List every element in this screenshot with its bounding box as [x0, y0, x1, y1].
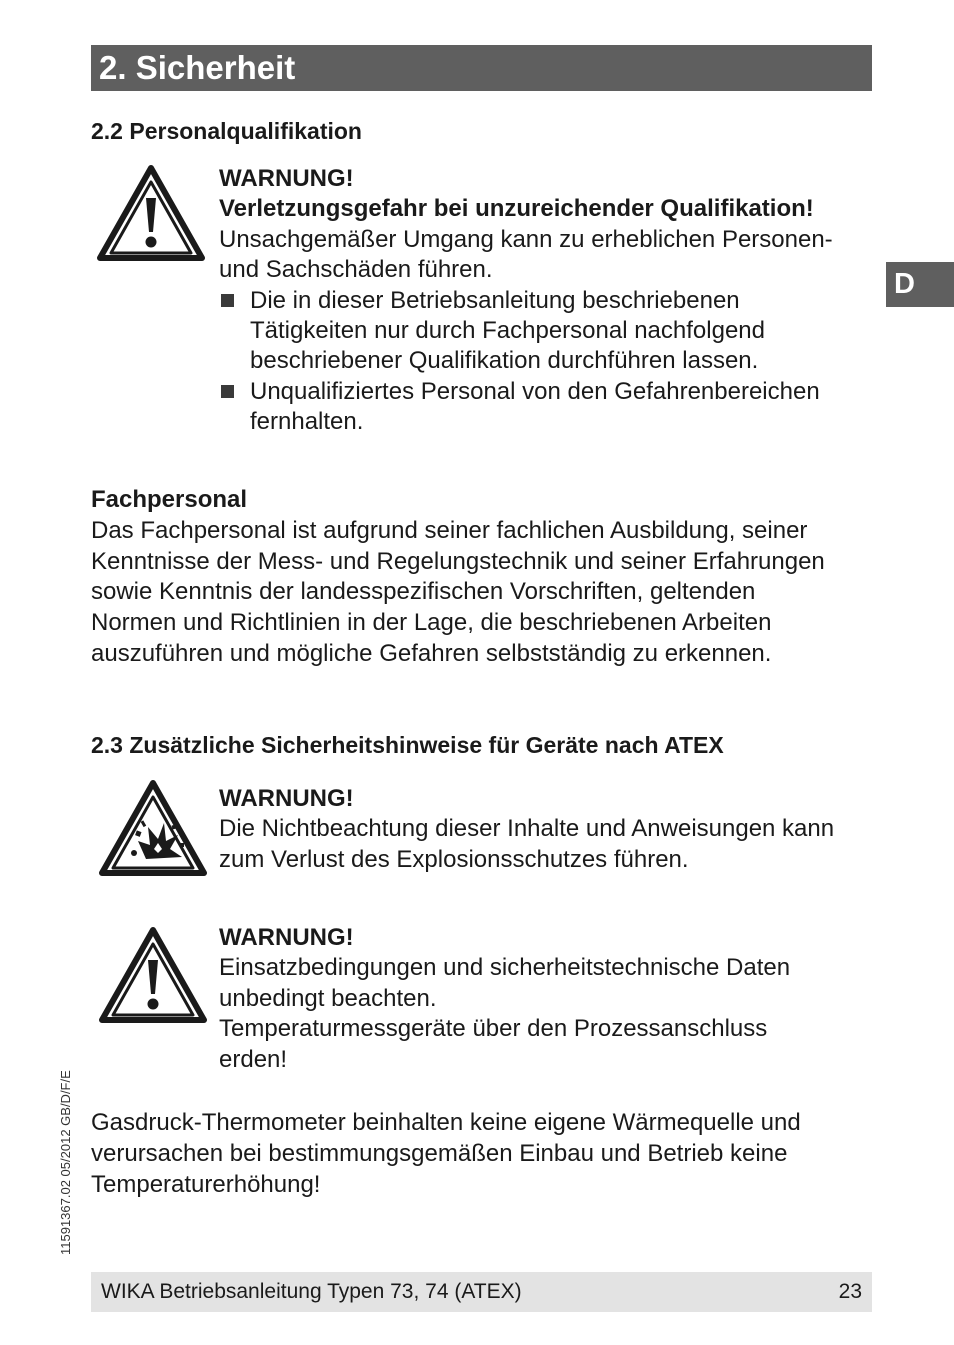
footer-document-title: WIKA Betriebsanleitung Typen 73, 74 (ATEX) — [101, 1280, 522, 1303]
general-warning-icon — [98, 926, 208, 1024]
page-header — [91, 45, 872, 91]
list-item — [219, 377, 874, 438]
warning-text-line: und Sachschäden führen. — [219, 256, 493, 284]
list-item-line: Die in dieser Betriebsanleitung beschriebenen — [250, 286, 740, 314]
warning-qualification — [219, 164, 874, 438]
language-tab — [886, 262, 954, 307]
warning-bullet-list — [219, 286, 874, 438]
section-heading-2-2: 2.2 Personalqualifikation — [91, 118, 362, 144]
warning-text-line: unbedingt beachten. — [219, 984, 437, 1012]
document-code: 11591367.02 05/2012 GB/D/F/E — [58, 1070, 73, 1255]
language-tab-label: D — [894, 268, 915, 300]
page-footer — [91, 1272, 872, 1312]
warning-explosion-protection — [219, 784, 874, 875]
explosion-warning-icon — [98, 779, 208, 877]
paragraph-line: verursachen bei bestimmungsgemäßen Einbau und Betrieb keine — [91, 1139, 788, 1167]
warning-text-line: Unsachgemäßer Umgang kann zu erheblichen Personen- — [219, 225, 833, 253]
warning-text-line: Einsatzbedingungen und sicherheitstechnische Daten — [219, 954, 791, 982]
paragraph-line: Gasdruck-Thermometer beinhalten keine eigene Wärmequelle und — [91, 1109, 801, 1136]
warning-subtitle: Verletzungsgefahr bei unzureichender Qualifikation! — [219, 195, 814, 223]
warning-label: WARNUNG! — [219, 785, 354, 812]
page-number: 23 — [838, 1280, 862, 1303]
page-title: 2. Sicherheit — [99, 49, 296, 86]
warning-text-line: erden! — [219, 1045, 288, 1073]
paragraph-line: Temperaturerhöhung! — [91, 1170, 321, 1198]
paragraph-line: Das Fachpersonal ist aufgrund seiner fachlichen Ausbildung, seiner — [91, 516, 808, 544]
list-item — [219, 286, 874, 377]
paragraph-line: auszuführen und mögliche Gefahren selbstständig zu erkennen. — [91, 639, 772, 667]
warning-text-line: Die Nichtbeachtung dieser Inhalte und Anweisungen kann — [219, 815, 835, 843]
warning-text-line: Temperaturmessgeräte über den Prozessanschluss — [219, 1015, 768, 1043]
closing-paragraph — [91, 1108, 881, 1200]
warning-operating-conditions — [219, 923, 874, 1075]
paragraph-line: Kenntnisse der Mess- und Regelungstechnik und seiner Erfahrungen — [91, 547, 825, 575]
warning-label: WARNUNG! — [219, 924, 354, 951]
warning-text-line: zum Verlust des Explosionsschutzes führen. — [219, 845, 689, 873]
paragraph-line: sowie Kenntnis der landesspezifischen Vorschriften, geltenden — [91, 578, 756, 606]
list-item-line: beschriebener Qualifikation durchführen lassen. — [250, 347, 759, 375]
list-item-line: Tätigkeiten nur durch Fachpersonal nachfolgend — [250, 317, 765, 345]
square-bullet-icon — [221, 294, 234, 307]
fachpersonal-paragraph — [91, 485, 881, 670]
paragraph-line: Normen und Richtlinien in der Lage, die beschriebenen Arbeiten — [91, 609, 772, 637]
warning-label: WARNUNG! — [219, 165, 354, 192]
fachpersonal-heading: Fachpersonal — [91, 486, 248, 513]
section-heading-2-3: 2.3 Zusätzliche Sicherheitshinweise für Geräte nach ATEX — [91, 732, 724, 758]
general-warning-icon — [96, 164, 206, 262]
square-bullet-icon — [221, 385, 234, 398]
list-item-line: Unqualifiziertes Personal von den Gefahrenbereichen — [250, 377, 820, 405]
list-item-line: fernhalten. — [250, 408, 364, 436]
